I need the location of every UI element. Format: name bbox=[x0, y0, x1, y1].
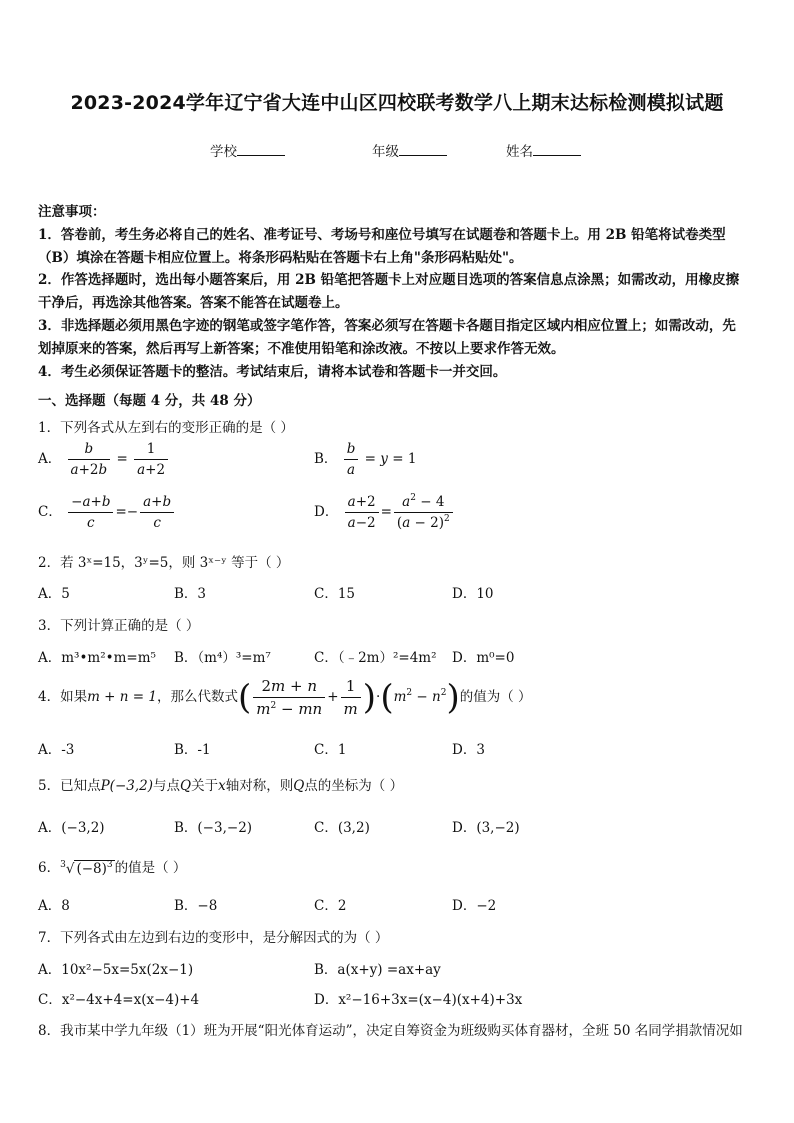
note-line: 4．考生必须保证答题卡的整洁。考试结束后，请将本试卷和答题卡一并交回。 bbox=[38, 363, 507, 380]
q5-option-a[interactable]: A．(−3,2) bbox=[38, 820, 105, 836]
cube-root: $^3$√ $(-8)^3$ bbox=[60, 859, 113, 877]
q4-mid: ，那么代数式 bbox=[156, 689, 238, 705]
q2-option-c[interactable]: C．15 bbox=[314, 586, 356, 602]
q4-condition: m + n = 1 bbox=[87, 689, 157, 705]
fraction: $\frac{a+b}{c}$ bbox=[140, 493, 174, 532]
note-line: 划掉原来的答案，然后再写上新答案；不准使用铅笔和涂改液。不按以上要求作答无效。 bbox=[38, 340, 565, 357]
grade-field[interactable] bbox=[372, 140, 447, 160]
q6-option-d[interactable]: D．−2 bbox=[452, 898, 497, 914]
note-line: 2．作答选择题时，选出每小题答案后，用 2B 铅笔把答题卡上对应题目选项的答案信息点涂黑；如需改动，用橡皮擦 bbox=[38, 272, 740, 289]
q5-option-d[interactable]: D．(3,−2) bbox=[452, 820, 520, 836]
note-line: 1．答卷前，考生务必将自己的姓名、准考证号、考场号和座位号填写在试题卷和答题卡上。用 2B 铅笔将试卷类型 bbox=[38, 226, 726, 243]
notes-block bbox=[38, 201, 758, 383]
q3-option-d[interactable]: D．m⁰=0 bbox=[452, 650, 515, 666]
note-line: 3．非选择题必须用黑色字迹的钢笔或签字笔作答，答案必须写在答题卡各题目指定区域内相应位置上；如需改动，先 bbox=[38, 317, 736, 334]
grade-label: 年级 bbox=[372, 144, 399, 160]
q2-option-b[interactable]: B．3 bbox=[174, 586, 207, 602]
q7-option-d[interactable]: D．x²−16+3x=(x−4)(x+4)+3x bbox=[314, 992, 523, 1008]
fraction: $\frac{a^2 - 4}{(a - 2)^2}$ bbox=[394, 493, 453, 532]
q4-pre: 4．如果 bbox=[38, 689, 88, 705]
fraction: $\frac{b}{a}$ bbox=[344, 440, 359, 479]
q1-b-label: B． bbox=[314, 451, 338, 467]
name-label: 姓名 bbox=[506, 144, 533, 160]
q3-option-b[interactable]: B．（m⁴）³=m⁷ bbox=[174, 650, 271, 666]
q5-point: P(−3,2) bbox=[100, 778, 153, 794]
q5-post: 点的坐标为（ ） bbox=[304, 778, 404, 794]
q1-option-b[interactable]: B． $\frac{b}{a}$ = y = 1 bbox=[314, 441, 417, 478]
q2-option-a[interactable]: A．5 bbox=[38, 586, 70, 602]
q4-stem: 4．如果m + n = 1，那么代数式( $\frac{2m + n}{m^2 - mn}$ + $\frac{1}{m}$ )$\cdot(m^2 - n^2)$的值为（ ） bbox=[38, 677, 532, 718]
fraction: $\frac{b}{a+2b}$ bbox=[68, 440, 111, 479]
q3-option-c[interactable]: C．（﹣2m）²=4m² bbox=[314, 650, 437, 666]
section-heading: 一、选择题（每题 4 分，共 48 分） bbox=[38, 393, 261, 409]
q4-option-a[interactable]: A．-3 bbox=[38, 742, 75, 758]
q3-option-a[interactable]: A．m³•m²•m=m⁵ bbox=[38, 650, 156, 666]
q7-stem: 7．下列各式由左边到右边的变形中，是分解因式的为（ ） bbox=[38, 930, 389, 946]
q5-q: Q bbox=[180, 778, 192, 794]
fraction: $\frac{1}{a+2}$ bbox=[134, 440, 168, 479]
q1-option-c[interactable]: C． $\frac{-a+b}{c}$ =− $\frac{a+b}{c}$ bbox=[38, 493, 176, 532]
q2-stem: 2．若 3ˣ=15，3ʸ=5，则 3ˣ⁻ʸ 等于（ ） bbox=[38, 555, 290, 571]
q5-pre: 5．已知点 bbox=[38, 778, 101, 794]
q5-mid: 与点 bbox=[153, 778, 180, 794]
q4-option-c[interactable]: C．1 bbox=[314, 742, 347, 758]
notes-heading: 注意事项： bbox=[38, 204, 106, 220]
q1-option-d[interactable]: D． $\frac{a+2}{a-2}$ = $\frac{a^2 - 4}{(a - 2)^2}$ bbox=[314, 493, 455, 532]
q4-option-b[interactable]: B．-1 bbox=[174, 742, 211, 758]
grade-blank[interactable] bbox=[399, 142, 447, 156]
q5-x: x bbox=[218, 778, 226, 794]
school-blank[interactable] bbox=[237, 142, 285, 156]
student-info-line bbox=[0, 140, 794, 160]
q5-mid2: 关于 bbox=[191, 778, 219, 794]
q5-mid3: 轴对称，则 bbox=[225, 778, 294, 794]
fraction: $\frac{a+2}{a-2}$ bbox=[345, 493, 379, 532]
fraction: $\frac{-a+b}{c}$ bbox=[68, 493, 113, 532]
q1-c-label: C． bbox=[38, 504, 62, 520]
q6-post: 的值是（ ） bbox=[114, 860, 187, 876]
q5-stem bbox=[38, 774, 403, 794]
q1-stem: 1．下列各式从左到右的变形正确的是（ ） bbox=[38, 420, 294, 436]
q8-stem: 8．我市某中学九年级（1）班为开展“阳光体育运动”，决定自筹资金为班级购买体育器材，全班 50 名同学捐款情况如 bbox=[38, 1023, 743, 1039]
fraction: $\frac{1}{m}$ bbox=[341, 676, 361, 719]
school-field[interactable] bbox=[210, 140, 285, 160]
q7-option-b[interactable]: B．a(x+y) =ax+ay bbox=[314, 962, 441, 978]
q1-a-label: A． bbox=[38, 451, 62, 467]
q5-option-c[interactable]: C．(3,2) bbox=[314, 820, 370, 836]
note-line: （B）填涂在答题卡相应位置上。将条形码粘贴在答题卡右上角"条形码粘贴处"。 bbox=[38, 249, 523, 266]
name-blank[interactable] bbox=[533, 142, 581, 156]
q2-option-d[interactable]: D．10 bbox=[452, 586, 494, 602]
q6-stem: 6．$^3$√ $(-8)^3$ 的值是（ ） bbox=[38, 859, 187, 877]
school-label: 学校 bbox=[210, 144, 237, 160]
q7-option-c[interactable]: C．x²−4x+4=x(x−4)+4 bbox=[38, 992, 200, 1008]
q1-d-label: D． bbox=[314, 504, 339, 520]
name-field[interactable] bbox=[506, 140, 581, 160]
q7-option-a[interactable]: A．10x²−5x=5x(2x−1) bbox=[38, 962, 194, 978]
q1-option-a[interactable]: A． $\frac{b}{a+2b}$ = $\frac{1}{a+2}$ bbox=[38, 440, 170, 479]
note-line: 干净后，再选涂其他答案。答案不能答在试题卷上。 bbox=[38, 295, 349, 312]
q4-option-d[interactable]: D．3 bbox=[452, 742, 485, 758]
q6-option-b[interactable]: B．−8 bbox=[174, 898, 218, 914]
page-title: 2023-2024学年辽宁省大连中山区四校联考数学八上期末达标检测模拟试题 bbox=[70, 92, 724, 114]
q4-post: 的值为（ ） bbox=[459, 689, 532, 705]
q5-q2: Q bbox=[293, 778, 305, 794]
q6-option-a[interactable]: A．8 bbox=[38, 898, 70, 914]
fraction: $\frac{2m + n}{m^2 - mn}$ bbox=[253, 676, 325, 719]
q6-option-c[interactable]: C．2 bbox=[314, 898, 347, 914]
q5-option-b[interactable]: B．(−3,−2) bbox=[174, 820, 253, 836]
q3-stem: 3．下列计算正确的是（ ） bbox=[38, 618, 200, 634]
